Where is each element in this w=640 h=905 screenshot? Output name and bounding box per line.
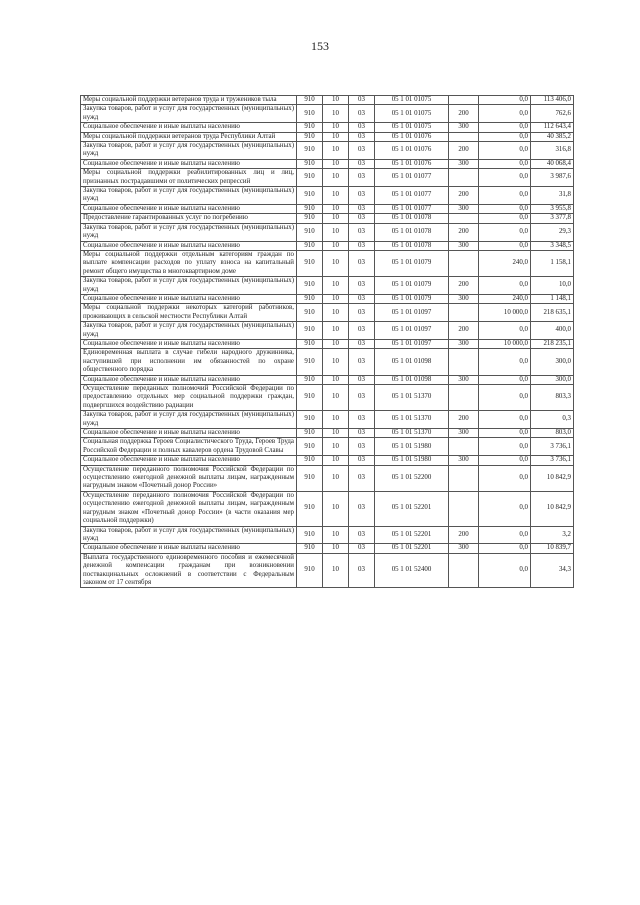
subsection-code: 03	[349, 553, 375, 588]
expense-type: 200	[449, 411, 479, 429]
row-name: Социальное обеспечение и иные выплаты населению	[81, 241, 297, 250]
subsection-code: 03	[349, 214, 375, 223]
subsection-code: 03	[349, 241, 375, 250]
target-article: 05 1 01 01079	[375, 277, 449, 295]
table-row	[81, 526, 574, 544]
section-code: 10	[323, 304, 349, 322]
expense-type: 200	[449, 105, 479, 123]
section-code: 10	[323, 169, 349, 187]
amount-1: 0,0	[479, 187, 531, 205]
row-name: Социальное обеспечение и иные выплаты населению	[81, 123, 297, 132]
subsection-code: 03	[349, 204, 375, 213]
amount-1: 10 000,0	[479, 339, 531, 348]
expense-type: 200	[449, 187, 479, 205]
expense-type	[449, 349, 479, 375]
row-name: Социальное обеспечение и иные выплаты населению	[81, 544, 297, 553]
amount-2: 0,3	[531, 411, 574, 429]
table-row	[81, 214, 574, 223]
row-name: Социальное обеспечение и иные выплаты населению	[81, 456, 297, 465]
target-article: 05 1 01 51370	[375, 429, 449, 438]
table-row	[81, 187, 574, 205]
amount-1: 0,0	[479, 526, 531, 544]
table-row	[81, 438, 574, 456]
amount-1: 0,0	[479, 123, 531, 132]
amount-2: 40 068,4	[531, 159, 574, 168]
expense-type: 300	[449, 429, 479, 438]
expense-type	[449, 465, 479, 491]
expense-type	[449, 250, 479, 276]
ministry-code: 910	[297, 553, 323, 588]
ministry-code: 910	[297, 349, 323, 375]
row-name: Социальное обеспечение и иные выплаты населению	[81, 429, 297, 438]
subsection-code: 03	[349, 294, 375, 303]
ministry-code: 910	[297, 438, 323, 456]
section-code: 10	[323, 429, 349, 438]
subsection-code: 03	[349, 385, 375, 411]
table-row	[81, 375, 574, 384]
section-code: 10	[323, 294, 349, 303]
amount-2: 40 385,2	[531, 132, 574, 141]
expense-type: 300	[449, 375, 479, 384]
target-article: 05 1 01 01075	[375, 123, 449, 132]
section-code: 10	[323, 438, 349, 456]
subsection-code: 03	[349, 277, 375, 295]
expense-type	[449, 169, 479, 187]
ministry-code: 910	[297, 204, 323, 213]
subsection-code: 03	[349, 339, 375, 348]
expense-type	[449, 438, 479, 456]
ministry-code: 910	[297, 132, 323, 141]
subsection-code: 03	[349, 159, 375, 168]
subsection-code: 03	[349, 105, 375, 123]
expense-type	[449, 132, 479, 141]
expense-type: 300	[449, 339, 479, 348]
subsection-code: 03	[349, 123, 375, 132]
ministry-code: 910	[297, 411, 323, 429]
table-row	[81, 96, 574, 105]
target-article: 05 1 01 51980	[375, 438, 449, 456]
amount-1: 0,0	[479, 223, 531, 241]
ministry-code: 910	[297, 544, 323, 553]
target-article: 05 1 01 01076	[375, 159, 449, 168]
table-row	[81, 204, 574, 213]
section-code: 10	[323, 187, 349, 205]
expense-type: 300	[449, 294, 479, 303]
ministry-code: 910	[297, 159, 323, 168]
expense-type	[449, 214, 479, 223]
target-article: 05 1 01 01078	[375, 241, 449, 250]
table-row	[81, 132, 574, 141]
row-name: Предоставление гарантированных услуг по погребению	[81, 214, 297, 223]
expense-type: 300	[449, 204, 479, 213]
amount-1: 0,0	[479, 349, 531, 375]
section-code: 10	[323, 456, 349, 465]
table-row	[81, 142, 574, 160]
ministry-code: 910	[297, 96, 323, 105]
target-article: 05 1 01 52200	[375, 465, 449, 491]
amount-1: 240,0	[479, 250, 531, 276]
table-row	[81, 349, 574, 375]
amount-1: 0,0	[479, 385, 531, 411]
target-article: 05 1 01 01097	[375, 339, 449, 348]
row-name: Закупка товаров, работ и услуг для государственных (муниципальных) нужд	[81, 526, 297, 544]
ministry-code: 910	[297, 491, 323, 526]
amount-1: 0,0	[479, 277, 531, 295]
target-article: 05 1 01 01098	[375, 375, 449, 384]
amount-2: 3 987,6	[531, 169, 574, 187]
row-name: Закупка товаров, работ и услуг для государственных (муниципальных) нужд	[81, 142, 297, 160]
section-code: 10	[323, 132, 349, 141]
subsection-code: 03	[349, 526, 375, 544]
section-code: 10	[323, 204, 349, 213]
row-name: Меры социальной поддержки отдельным категориям граждан по выплате компенсации расходов по уплату взноса на капитальный ремонт общего имущества в многоквартирном доме	[81, 250, 297, 276]
ministry-code: 910	[297, 142, 323, 160]
amount-2: 34,3	[531, 553, 574, 588]
amount-2: 3 348,5	[531, 241, 574, 250]
row-name: Социальная поддержка Героев Социалистического Труда, Героев Труда Российской Федерации и полных кавалеров ордена Трудовой Славы	[81, 438, 297, 456]
section-code: 10	[323, 385, 349, 411]
target-article: 05 1 01 01098	[375, 349, 449, 375]
amount-1: 0,0	[479, 429, 531, 438]
section-code: 10	[323, 526, 349, 544]
target-article: 05 1 01 01078	[375, 214, 449, 223]
section-code: 10	[323, 465, 349, 491]
amount-2: 300,0	[531, 375, 574, 384]
table-row	[81, 339, 574, 348]
table-row	[81, 223, 574, 241]
ministry-code: 910	[297, 465, 323, 491]
subsection-code: 03	[349, 456, 375, 465]
amount-2: 3 955,8	[531, 204, 574, 213]
row-name: Меры социальной поддержки реабилитированных лиц и лиц, признанных пострадавшими от политических репрессий	[81, 169, 297, 187]
table-row	[81, 465, 574, 491]
table-row	[81, 304, 574, 322]
target-article: 05 1 01 01079	[375, 294, 449, 303]
expense-type: 200	[449, 277, 479, 295]
subsection-code: 03	[349, 544, 375, 553]
section-code: 10	[323, 96, 349, 105]
row-name: Осуществление переданных полномочий Российской Федерации по предоставлению отдельных мер социальной поддержки граждан, подвергшихся воздействию радиации	[81, 385, 297, 411]
amount-1: 0,0	[479, 491, 531, 526]
table-row	[81, 491, 574, 526]
table-row	[81, 159, 574, 168]
section-code: 10	[323, 411, 349, 429]
amount-1: 0,0	[479, 375, 531, 384]
row-name: Меры социальной поддержки ветеранов труда Республики Алтай	[81, 132, 297, 141]
row-name: Закупка товаров, работ и услуг для государственных (муниципальных) нужд	[81, 277, 297, 295]
subsection-code: 03	[349, 187, 375, 205]
subsection-code: 03	[349, 465, 375, 491]
target-article: 05 1 01 01078	[375, 223, 449, 241]
section-code: 10	[323, 322, 349, 340]
subsection-code: 03	[349, 349, 375, 375]
amount-2: 3 377,8	[531, 214, 574, 223]
table-row	[81, 456, 574, 465]
row-name: Социальное обеспечение и иные выплаты населению	[81, 159, 297, 168]
target-article: 05 1 01 01097	[375, 322, 449, 340]
amount-1: 0,0	[479, 214, 531, 223]
ministry-code: 910	[297, 214, 323, 223]
ministry-code: 910	[297, 375, 323, 384]
subsection-code: 03	[349, 491, 375, 526]
amount-1: 240,0	[479, 294, 531, 303]
expense-type	[449, 304, 479, 322]
table-row	[81, 105, 574, 123]
ministry-code: 910	[297, 277, 323, 295]
row-name: Социальное обеспечение и иные выплаты населению	[81, 204, 297, 213]
amount-2: 3 736,1	[531, 438, 574, 456]
row-name: Единовременная выплата в случае гибели народного дружинника, наступившей при исполнении им обязанностей по охране общественного порядка	[81, 349, 297, 375]
ministry-code: 910	[297, 123, 323, 132]
target-article: 05 1 01 52201	[375, 526, 449, 544]
amount-2: 10,0	[531, 277, 574, 295]
amount-1: 0,0	[479, 465, 531, 491]
subsection-code: 03	[349, 304, 375, 322]
amount-2: 10 839,7	[531, 544, 574, 553]
subsection-code: 03	[349, 375, 375, 384]
table-row	[81, 544, 574, 553]
table-row	[81, 169, 574, 187]
table-row	[81, 429, 574, 438]
target-article: 05 1 01 01077	[375, 204, 449, 213]
row-name: Выплата государственного единовременного пособия и ежемесячной денежной компенсации гражданам при возникновении поствакцинальных осложнений в соответствии с Федеральным законом от 17 сентября	[81, 553, 297, 588]
amount-2: 762,6	[531, 105, 574, 123]
ministry-code: 910	[297, 223, 323, 241]
ministry-code: 910	[297, 526, 323, 544]
amount-2: 31,8	[531, 187, 574, 205]
target-article: 05 1 01 52201	[375, 544, 449, 553]
target-article: 05 1 01 51980	[375, 456, 449, 465]
expense-type: 300	[449, 241, 479, 250]
amount-2: 400,0	[531, 322, 574, 340]
target-article: 05 1 01 01077	[375, 187, 449, 205]
row-name: Социальное обеспечение и иные выплаты населению	[81, 375, 297, 384]
row-name: Социальное обеспечение и иные выплаты населению	[81, 294, 297, 303]
target-article: 05 1 01 51370	[375, 411, 449, 429]
expense-type	[449, 491, 479, 526]
subsection-code: 03	[349, 429, 375, 438]
amount-1: 0,0	[479, 322, 531, 340]
section-code: 10	[323, 142, 349, 160]
section-code: 10	[323, 277, 349, 295]
subsection-code: 03	[349, 250, 375, 276]
expense-type: 300	[449, 544, 479, 553]
section-code: 10	[323, 544, 349, 553]
row-name: Осуществление переданного полномочия Российской Федерации по осуществлению ежегодной денежной выплаты лицам, награжденным нагрудным знаком «Почетный донор России»	[81, 465, 297, 491]
amount-1: 0,0	[479, 438, 531, 456]
ministry-code: 910	[297, 241, 323, 250]
target-article: 05 1 01 52400	[375, 553, 449, 588]
amount-2: 10 842,9	[531, 465, 574, 491]
target-article: 05 1 01 01076	[375, 142, 449, 160]
section-code: 10	[323, 375, 349, 384]
target-article: 05 1 01 52201	[375, 491, 449, 526]
row-name: Социальное обеспечение и иные выплаты населению	[81, 339, 297, 348]
ministry-code: 910	[297, 429, 323, 438]
expense-type: 300	[449, 159, 479, 168]
table-row	[81, 411, 574, 429]
amount-2: 803,3	[531, 385, 574, 411]
target-article: 05 1 01 01075	[375, 96, 449, 105]
amount-1: 0,0	[479, 159, 531, 168]
ministry-code: 910	[297, 250, 323, 276]
row-name: Меры социальной поддержки ветеранов труда и тружеников тыла	[81, 96, 297, 105]
subsection-code: 03	[349, 223, 375, 241]
ministry-code: 910	[297, 456, 323, 465]
target-article: 05 1 01 01077	[375, 169, 449, 187]
section-code: 10	[323, 123, 349, 132]
amount-1: 0,0	[479, 96, 531, 105]
table-row	[81, 294, 574, 303]
amount-2: 218 235,1	[531, 339, 574, 348]
table-row	[81, 385, 574, 411]
ministry-code: 910	[297, 294, 323, 303]
section-code: 10	[323, 250, 349, 276]
amount-1: 0,0	[479, 553, 531, 588]
row-name: Закупка товаров, работ и услуг для государственных (муниципальных) нужд	[81, 411, 297, 429]
target-article: 05 1 01 01076	[375, 132, 449, 141]
amount-2: 218 635,1	[531, 304, 574, 322]
ministry-code: 910	[297, 304, 323, 322]
ministry-code: 910	[297, 385, 323, 411]
table-row	[81, 241, 574, 250]
subsection-code: 03	[349, 142, 375, 160]
expense-type	[449, 385, 479, 411]
ministry-code: 910	[297, 339, 323, 348]
section-code: 10	[323, 214, 349, 223]
amount-1: 0,0	[479, 544, 531, 553]
subsection-code: 03	[349, 411, 375, 429]
table-row	[81, 250, 574, 276]
page-number: 153	[311, 39, 329, 53]
amount-2: 113 406,0	[531, 96, 574, 105]
subsection-code: 03	[349, 132, 375, 141]
subsection-code: 03	[349, 438, 375, 456]
ministry-code: 910	[297, 187, 323, 205]
amount-2: 3,2	[531, 526, 574, 544]
expense-type	[449, 553, 479, 588]
section-code: 10	[323, 241, 349, 250]
expense-type: 200	[449, 142, 479, 160]
budget-table	[80, 95, 574, 588]
section-code: 10	[323, 491, 349, 526]
amount-1: 0,0	[479, 456, 531, 465]
expense-type: 200	[449, 223, 479, 241]
row-name: Осуществление переданного полномочия Российской Федерации по осуществлению ежегодной денежной выплаты лицам, награжденным нагрудным знаком «Почетный донор России» (в части оказания мер социальной поддержки)	[81, 491, 297, 526]
target-article: 05 1 01 01075	[375, 105, 449, 123]
amount-2: 3 736,1	[531, 456, 574, 465]
expense-type: 300	[449, 123, 479, 132]
expense-type	[449, 96, 479, 105]
table-row	[81, 277, 574, 295]
amount-2: 803,0	[531, 429, 574, 438]
subsection-code: 03	[349, 96, 375, 105]
table-row	[81, 322, 574, 340]
table-row	[81, 553, 574, 588]
amount-2: 112 643,4	[531, 123, 574, 132]
ministry-code: 910	[297, 105, 323, 123]
row-name: Закупка товаров, работ и услуг для государственных (муниципальных) нужд	[81, 187, 297, 205]
section-code: 10	[323, 349, 349, 375]
subsection-code: 03	[349, 169, 375, 187]
amount-1: 10 000,0	[479, 304, 531, 322]
expense-type: 200	[449, 322, 479, 340]
section-code: 10	[323, 339, 349, 348]
amount-1: 0,0	[479, 142, 531, 160]
target-article: 05 1 01 01079	[375, 250, 449, 276]
expense-type: 200	[449, 526, 479, 544]
amount-1: 0,0	[479, 105, 531, 123]
row-name: Меры социальной поддержки некоторых категорий работников, проживающих в сельской местности Республики Алтай	[81, 304, 297, 322]
section-code: 10	[323, 105, 349, 123]
target-article: 05 1 01 51370	[375, 385, 449, 411]
amount-2: 316,8	[531, 142, 574, 160]
amount-1: 0,0	[479, 204, 531, 213]
amount-1: 0,0	[479, 411, 531, 429]
amount-2: 300,0	[531, 349, 574, 375]
table-row	[81, 123, 574, 132]
row-name: Закупка товаров, работ и услуг для государственных (муниципальных) нужд	[81, 105, 297, 123]
row-name: Закупка товаров, работ и услуг для государственных (муниципальных) нужд	[81, 223, 297, 241]
amount-2: 29,3	[531, 223, 574, 241]
amount-2: 1 148,1	[531, 294, 574, 303]
section-code: 10	[323, 223, 349, 241]
ministry-code: 910	[297, 169, 323, 187]
section-code: 10	[323, 159, 349, 168]
expense-type: 300	[449, 456, 479, 465]
amount-1: 0,0	[479, 169, 531, 187]
row-name: Закупка товаров, работ и услуг для государственных (муниципальных) нужд	[81, 322, 297, 340]
amount-1: 0,0	[479, 241, 531, 250]
ministry-code: 910	[297, 322, 323, 340]
subsection-code: 03	[349, 322, 375, 340]
amount-2: 1 158,1	[531, 250, 574, 276]
amount-1: 0,0	[479, 132, 531, 141]
section-code: 10	[323, 553, 349, 588]
target-article: 05 1 01 01097	[375, 304, 449, 322]
amount-2: 10 842,9	[531, 491, 574, 526]
